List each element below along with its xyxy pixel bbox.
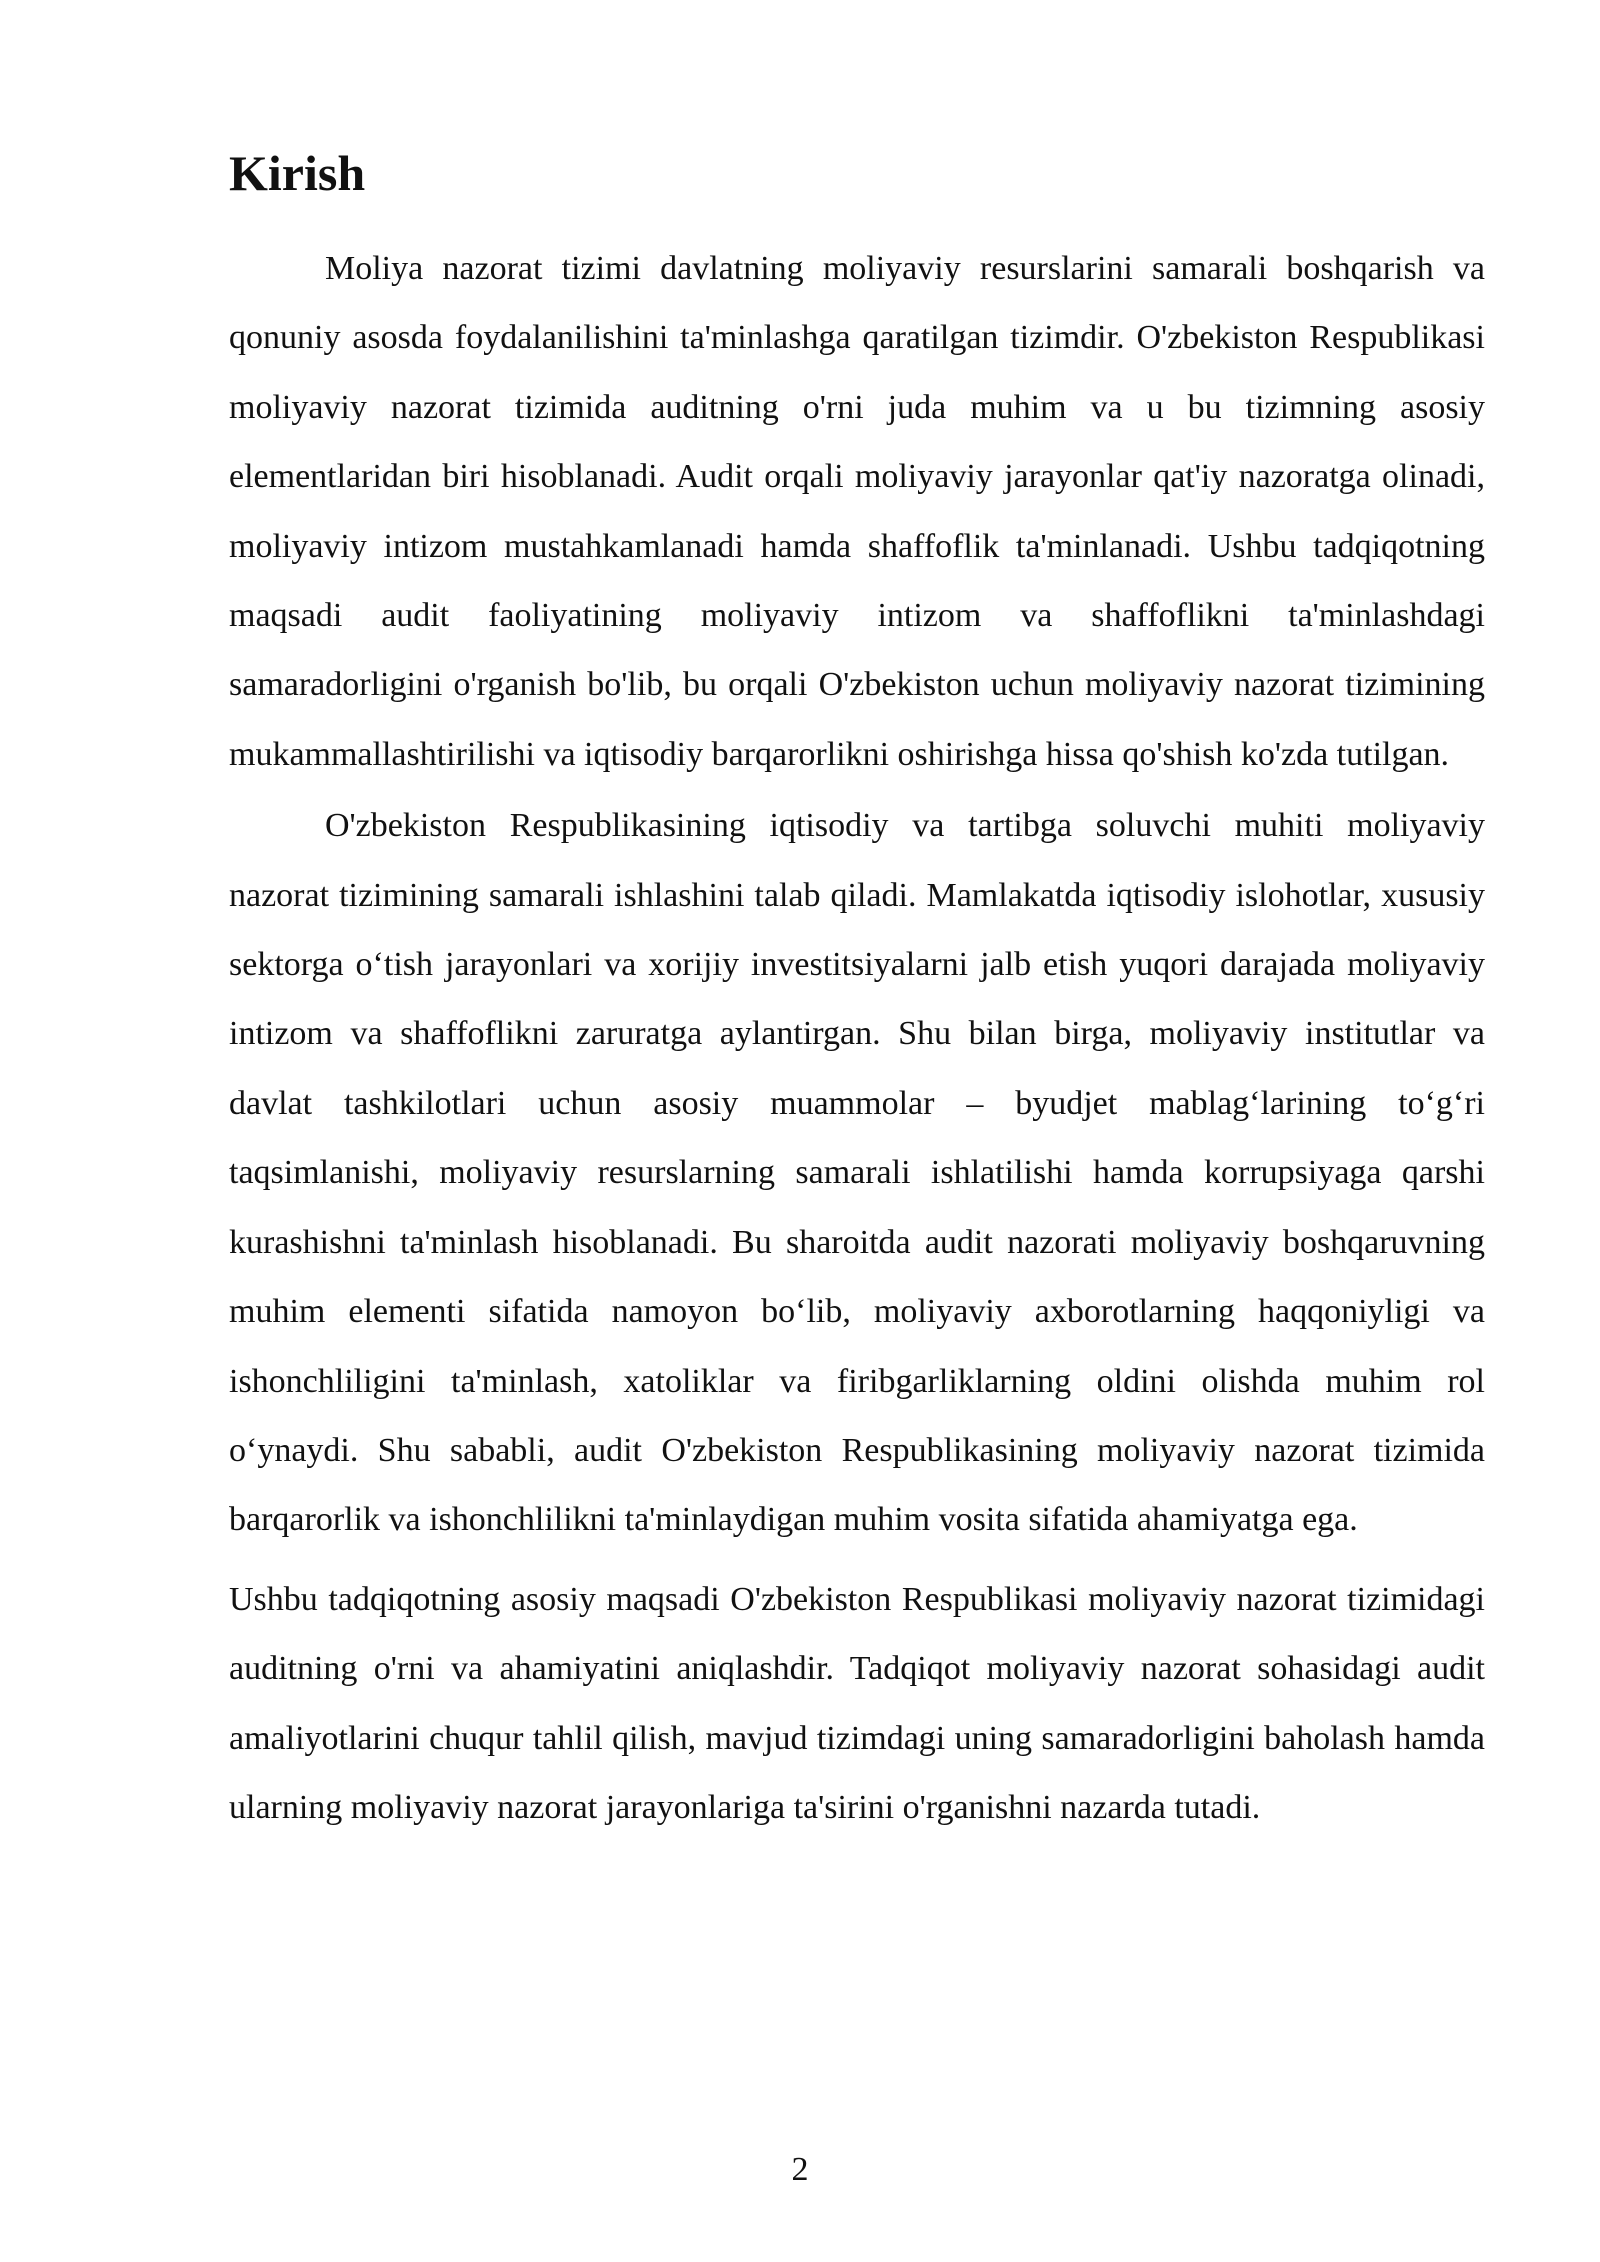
paragraph-3: Ushbu tadqiqotning asosiy maqsadi O'zbekiston Respublikasi moliyaviy nazorat tizimidagi auditning o'rni va ahamiyatini aniqlashdir. Tadqiqot moliyaviy nazorat sohasidagi audit amaliyotlarini chuqur tahlil qilish, mavjud tizimdagi uning samaradorligini baholash hamda ularning moliyaviy nazorat jarayonlariga ta'sirini o'rganishni nazarda tutadi. [229,1580,1485,1826]
paragraph-1: Moliya nazorat tizimi davlatning moliyaviy resurslarini samarali boshqarish va qonuniy asosda foydalanilishini ta'minlashga qaratilgan tizimdir. O'zbekiston Respublikasi moliyaviy nazorat tizimida auditning o'rni juda muhim va u bu tizimning asosiy elementlaridan biri hisoblanadi. Audit orqali moliyaviy jarayonlar qat'iy nazoratga olinadi, moliyaviy intizom mustahkamlanadi hamda shaffoflik ta'minlanadi. Ushbu tadqiqotning maqsadi audit faoliyatining moliyaviy intizom va shaffoflikni ta'minlashdagi samaradorligini o'rganish bo'lib, bu orqali O'zbekiston uchun moliyaviy nazorat tizimining mukammallashtirilishi va iqtisodiy barqarorlikni oshirishga hissa qo'shish ko'zda tutilgan. [229,250,1485,773]
page-content [229,138,1485,1842]
page-number: 2 [791,2151,809,2188]
paragraph-2: O'zbekiston Respublikasining iqtisodiy va tartibga soluvchi muhiti moliyaviy nazorat tizimining samarali ishlashini talab qiladi. Mamlakatda iqtisodiy islohotlar, xususiy sektorga o‘tish jarayonlari va xorijiy investitsiyalarni jalb etish yuqori darajada moliyaviy intizom va shaffoflikni zaruratga aylantirgan. Shu bilan birga, moliyaviy institutlar va davlat tashkilotlari uchun asosiy muammolar – byudjet mablag‘larining to‘g‘ri taqsimlanishi, moliyaviy resurslarning samarali ishlatilishi hamda korrupsiyaga qarshi kurashishni ta'minlash hisoblanadi. Bu sharoitda audit nazorati moliyaviy boshqaruvning muhim elementi sifatida namoyon bo‘lib, moliyaviy axborotlarning haqqoniyligi va ishonchliligini ta'minlash, xatoliklar va firibgarliklarning oldini olishda muhim rol o‘ynaydi. Shu sababli, audit O'zbekiston Respublikasining moliyaviy nazorat tizimida barqarorlik va ishonchlilikni ta'minlaydigan muhim vosita sifatida ahamiyatga ega. [229,807,1485,1539]
section-heading: Kirish [229,145,366,201]
